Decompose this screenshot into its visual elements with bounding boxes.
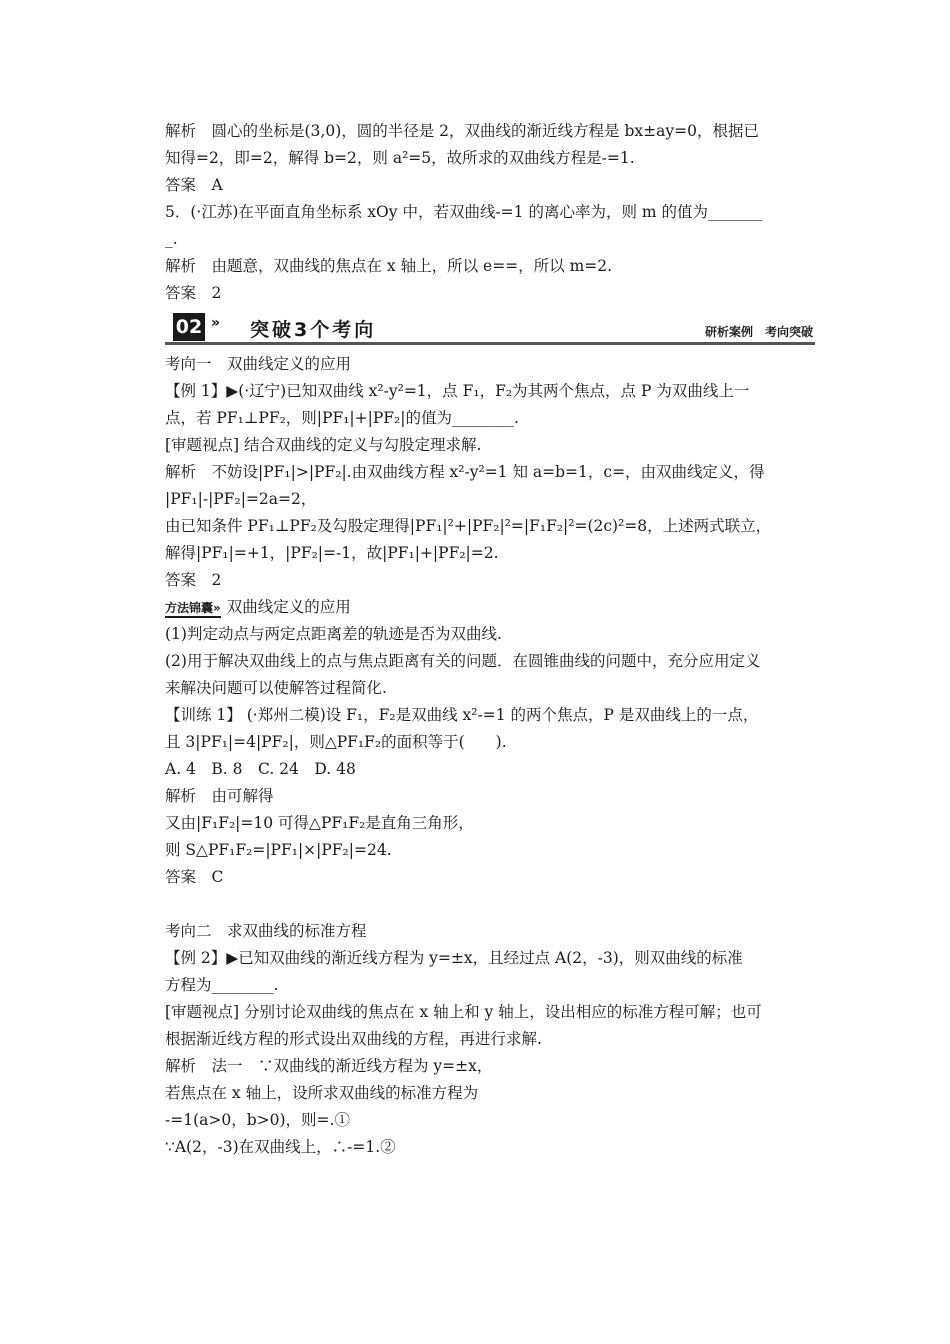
text-line: 则 S△PF₁F₂=|PF₁|×|PF₂|=24. (165, 841, 392, 859)
banner-rule (165, 342, 815, 345)
analysis-line: 解析 由题意，双曲线的焦点在 x 轴上，所以 e==，所以 m=2. (165, 257, 613, 275)
analysis-line: 解析 由可解得 (165, 787, 274, 805)
answer-line: 答案 2 (165, 284, 222, 302)
text-line: 若焦点在 x 轴上，设所求双曲线的标准方程为 (165, 1084, 479, 1102)
text-line: [审题视点] 分别讨论双曲线的焦点在 x 轴上和 y 轴上，设出相应的标准方程可解；也可 (165, 1003, 762, 1021)
spacer (165, 891, 815, 918)
question-5: 5．(·江苏)在平面直角坐标系 xOy 中，若双曲线-=1 的离心率为，则 m 的值为_______ (165, 203, 763, 221)
example-2: 【例 2】▶已知双曲线的渐近线方程为 y=±x，且经过点 A(2，-3)，则双曲线的标准 (165, 949, 743, 967)
text-line: |PF₁|-|PF₂|=2a=2， (165, 490, 317, 508)
document-page (165, 118, 815, 1161)
exercise-1: 【训练 1】 (·郑州二模)设 F₁，F₂是双曲线 x²-=1 的两个焦点，P 是双曲线上的一点， (165, 706, 759, 724)
text-line: ∵A(2，-3)在双曲线上，∴-=1.② (165, 1138, 396, 1156)
text-line: -=1(a>0，b>0)，则=.① (165, 1111, 350, 1129)
method-tip (165, 594, 815, 621)
text-line: 点，若 PF₁⊥PF₂，则|PF₁|+|PF₂|的值为________. (165, 409, 519, 427)
text-line: (1)判定动点与两定点距离差的轨迹是否为双曲线. (165, 625, 502, 643)
section-title: 突破3个考向 (250, 319, 377, 341)
method-tip-text: 双曲线定义的应用 (226, 598, 351, 616)
text-line: 又由|F₁F₂|=10 可得△PF₁F₂是直角三角形， (165, 814, 474, 832)
chevron-icon: » (211, 315, 221, 331)
text-line: 来解决问题可以使解答过程简化. (165, 679, 387, 697)
text-line: [审题视点] 结合双曲线的定义与勾股定理求解. (165, 436, 482, 454)
text-line: 且 3|PF₁|=4|PF₂|，则△PF₁F₂的面积等于( ). (165, 733, 507, 751)
section-subtitle: 研析案例 考向突破 (704, 325, 813, 339)
analysis-line: 解析 不妨设|PF₁|>|PF₂|.由双曲线方程 x²-y²=1 知 a=b=1，c=，由双曲线定义，得 (165, 463, 765, 481)
answer-line: 答案 C (165, 868, 224, 886)
text-line: 根据渐近线方程的形式设出双曲线的方程，再进行求解. (165, 1030, 542, 1048)
text-line: (2)用于解决双曲线上的点与焦点距离有关的问题．在圆锥曲线的问题中，充分应用定义 (165, 652, 761, 670)
analysis-line: 解析 法一 ∵双曲线的渐近线方程为 y=±x， (165, 1057, 493, 1075)
text-line: _. (165, 230, 178, 248)
options-line: A. 4 B. 8 C. 24 D. 48 (165, 760, 356, 778)
text-line: 解得|PF₁|=+1，|PF₂|=-1，故|PF₁|+|PF₂|=2. (165, 544, 499, 562)
text-line: 方程为________. (165, 976, 279, 994)
section-banner (165, 309, 815, 347)
method-tip-label: 方法锦囊» (165, 601, 221, 618)
topic-heading: 考向一 双曲线定义的应用 (165, 355, 352, 373)
example-1: 【例 1】▶(·辽宁)已知双曲线 x²-y²=1，点 F₁，F₂为其两个焦点，点 P 为双曲线上一 (165, 382, 750, 400)
text-line: 由已知条件 PF₁⊥PF₂及勾股定理得|PF₁|²+|PF₂|²=|F₁F₂|²=(2c)²=8，上述两式联立， (165, 517, 772, 535)
topic-heading: 考向二 求双曲线的标准方程 (165, 922, 367, 940)
text-line: 知得=2，即=2，解得 b=2，则 a²=5，故所求的双曲线方程是-=1. (165, 149, 635, 167)
answer-line: 答案 A (165, 176, 223, 194)
text-line: 解析 圆心的坐标是(3,0)，圆的半径是 2，双曲线的渐近线方程是 bx±ay=0，根据已 (165, 122, 759, 140)
section-number-badge: 02 (173, 313, 205, 341)
answer-line: 答案 2 (165, 571, 222, 589)
